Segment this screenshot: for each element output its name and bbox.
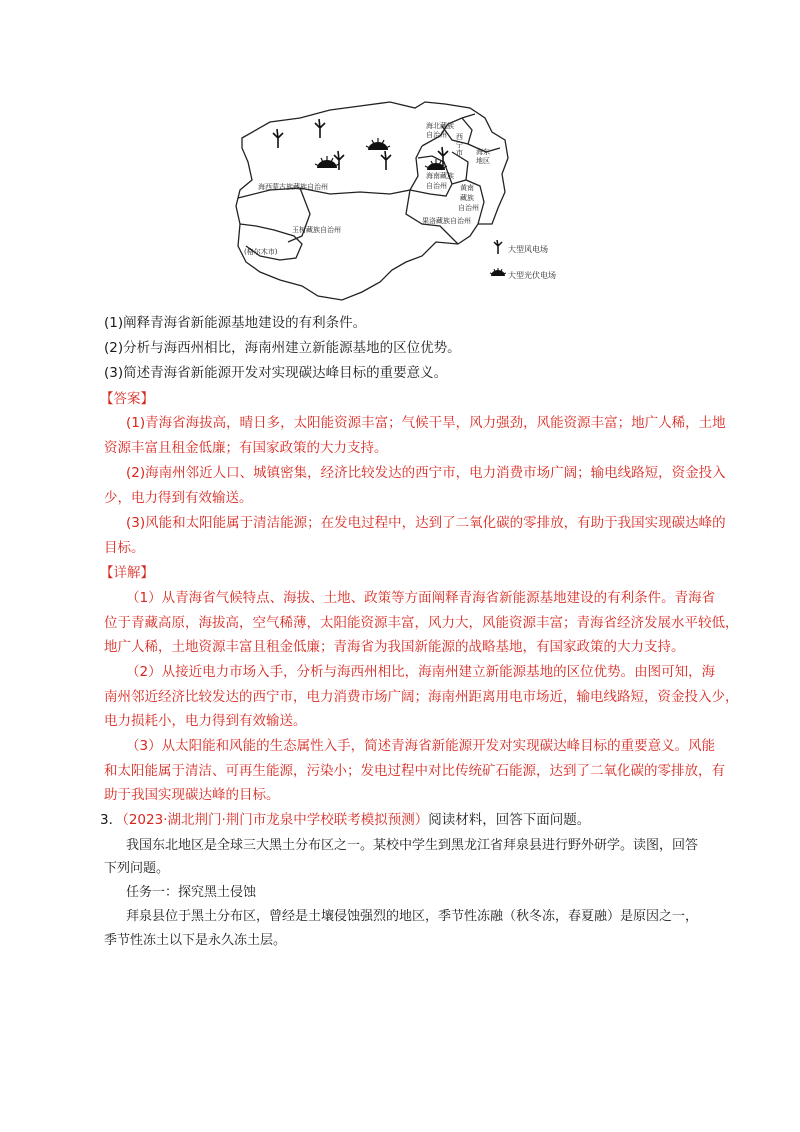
answer-line: 资源丰富且租金低廉；有国家政策的大力支持。	[104, 440, 388, 456]
detail-line: 和太阳能属于清洁、可再生能源，污染小；发电过程中对比传统矿石能源，达到了二氧化碳的零排放，有	[104, 763, 725, 779]
label-yushu: 玉树藏族自治州	[292, 226, 341, 234]
question-3-header	[100, 810, 710, 830]
question-number: 3．	[100, 812, 123, 828]
material-line: 我国东北地区是全球三大黑土分布区之一。某校中学生到黑龙江省拜泉县进行野外研学。读图，回答	[126, 838, 699, 853]
answer-line: 目标。	[104, 540, 145, 556]
answer-line: 少，电力得到有效输送。	[104, 490, 253, 506]
solar-farm-icon	[315, 156, 339, 168]
label-haidong-2: 地区	[476, 157, 490, 165]
detail-heading: 【详解】	[100, 565, 154, 581]
legend-solar-label: 大型光伏电场	[508, 271, 556, 280]
label-huangnan-3: 自治州	[458, 204, 479, 212]
label-xining-2: 宁	[456, 141, 463, 149]
legend-solar-icon	[490, 268, 506, 276]
answer-line: (3)风能和太阳能属于清洁能源；在发电过程中，达到了二氧化碳的零排放，有助于我国实现碳达峰的	[126, 515, 726, 531]
label-haidong-1: 海东	[476, 148, 490, 156]
material-line: 拜泉县位于黑土分布区，曾经是土壤侵蚀强烈的地区，季节性冻融（秋冬冻，春夏融）是原因之一，	[126, 909, 699, 924]
answer-line: (2)海南州邻近人口、城镇密集，经济比较发达的西宁市，电力消费市场广阔；输电线路短，资金投入	[126, 465, 726, 481]
material-line: 季节性冻土以下是永久冻土层。	[104, 933, 287, 948]
answer-heading: 【答案】	[100, 391, 154, 407]
detail-line: （1）从青海省气候特点、海拔、土地、政策等方面阐释青海省新能源基地建设的有利条件。青海省	[126, 590, 716, 606]
question-2: (2)分析与海西州相比，海南州建立新能源基地的区位优势。	[104, 340, 461, 356]
label-haibei-2: 自治州	[426, 131, 447, 139]
detail-line: （2）从接近电力市场入手，分析与海西州相比，海南州建立新能源基地的区位优势。由图可知，海	[126, 664, 716, 680]
question-instruction: 阅读材料，回答下面问题。	[428, 812, 591, 828]
detail-line: 电力损耗小，电力得到有效输送。	[104, 713, 307, 729]
question-1: (1)阐释青海省新能源基地建设的有利条件。	[104, 315, 367, 331]
wind-turbine-icon	[381, 151, 391, 170]
detail-line: 地广人稀，土地资源丰富且租金低廉；青海省为我国新能源的战略基地，有国家政策的大力支持。	[104, 639, 685, 655]
qinghai-map	[230, 96, 590, 306]
label-huangnan-2: 藏族	[460, 194, 474, 202]
legend-wind-label: 大型风电场	[508, 245, 548, 254]
map-legend	[490, 240, 556, 280]
detail-line: 助于我国实现碳达峰的目标。	[104, 787, 280, 803]
solar-farm-icon	[366, 138, 390, 150]
detail-line: （3）从太阳能和风能的生态属性入手，简述青海省新能源开发对实现碳达峰目标的重要意义。风能	[126, 738, 716, 754]
task-heading: 任务一：探究黑土侵蚀	[126, 885, 257, 900]
label-guoluo: 果洛藏族自治州	[422, 217, 471, 225]
question-3: (3)简述青海省新能源开发对实现碳达峰目标的重要意义。	[104, 365, 448, 381]
label-haixi: 海西蒙古族藏族自治州	[258, 183, 328, 191]
label-hainan-1: 海南藏族	[426, 172, 454, 180]
label-hainan-2: 自治州	[426, 182, 447, 190]
wind-farm-markers	[273, 119, 448, 170]
label-xining-3: 市	[456, 149, 463, 157]
label-haibei-1: 海北藏族	[426, 122, 454, 130]
wind-turbine-icon	[273, 129, 283, 148]
label-huangnan-1: 黄南	[460, 184, 474, 192]
detail-line: 位于青藏高原，海拔高，空气稀薄，太阳能资源丰富，风力大，风能资源丰富；青海省经济发展水平较低，	[104, 615, 739, 631]
label-xining-1: 西	[456, 133, 463, 141]
answer-line: (1)青海省海拔高，晴日多，太阳能资源丰富；气候干旱，风力强劲，风能资源丰富；地广人稀，土地	[126, 415, 726, 431]
legend-wind-icon	[494, 240, 502, 254]
material-line: 下列问题。	[104, 861, 170, 876]
question-source: （2023·湖北荆门·荆门市龙泉中学校联考模拟预测）	[122, 812, 429, 828]
wind-turbine-icon	[315, 119, 325, 138]
detail-line: 南州邻近经济比较发达的西宁市，电力消费市场广阔；海南州距离用电市场近，输电线路短，资金投入少，	[104, 689, 739, 705]
label-golmud: (格尔木市)	[244, 248, 278, 256]
